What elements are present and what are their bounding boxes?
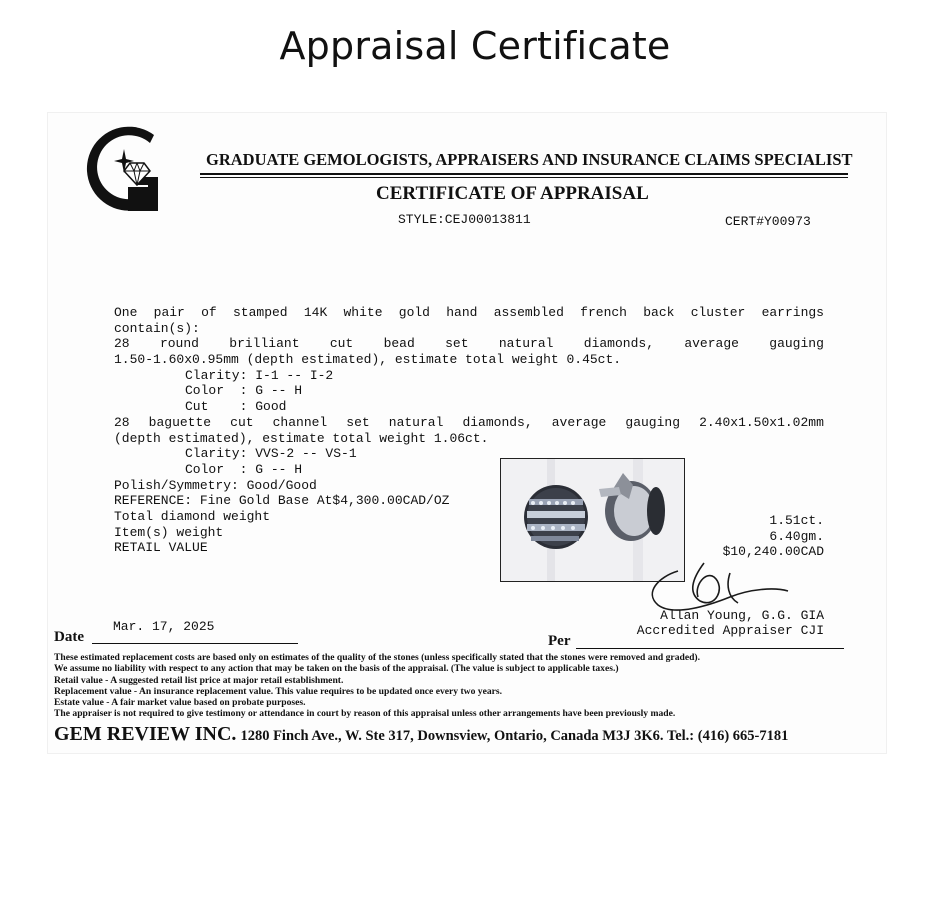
disclaimer-line: Estate value - A fair market value based on probate purposes. <box>54 697 306 709</box>
description-word: natural <box>498 336 554 352</box>
disclaimer-line: Retail value - A suggested retail list price at major retail establishment. <box>54 674 344 686</box>
polish-symmetry: Polish/Symmetry: Good/Good <box>114 477 317 493</box>
disclaimer-line: These estimated replacement costs are based only on estimates of the quality of the stones (unless specifically stated that the stones were removed and graded). <box>54 652 701 663</box>
disclaimer-line: The appraiser is not required to give testimony or attendance in court by reason of this appraisal unless other arrangements have been previously made. <box>54 708 676 720</box>
description-word: of <box>201 305 217 320</box>
description-word: channel <box>272 414 328 430</box>
appraiser-title: Accredited Appraiser CJI <box>636 623 824 638</box>
description-word: pair <box>153 305 185 320</box>
total-weight-label: Total diamond weight <box>114 508 271 524</box>
certificate-title: CERTIFICATE OF APPRAISAL <box>376 183 649 204</box>
disclaimer <box>54 652 874 720</box>
description-word: bead <box>383 336 415 352</box>
retail-value: $10,240.00CAD <box>722 544 824 559</box>
description-word: assembled <box>493 305 564 320</box>
description-line-4: 1.50-1.60x0.95mm (depth estimated), estimate total weight 0.45ct. <box>114 352 622 368</box>
description-word: 28 <box>114 336 130 352</box>
description-word: 14K <box>303 305 328 320</box>
description-word: diamonds, <box>583 336 654 352</box>
total-weight-value: 1.51ct. <box>769 513 824 528</box>
per-label: Per <box>548 633 571 649</box>
clarity-round: Clarity: I-1 -- I-2 <box>185 367 334 383</box>
description-word: set <box>445 336 469 352</box>
item-weight-value: 6.40gm. <box>769 529 824 544</box>
description-word: cluster <box>690 305 746 320</box>
reference: REFERENCE: Fine Gold Base At$4,300.00CAD/OZ <box>114 493 450 509</box>
description-word: round <box>159 336 199 352</box>
heading-rule <box>200 173 848 175</box>
date-line <box>92 643 298 644</box>
company-footer <box>54 723 788 746</box>
item-weight-label: Item(s) weight <box>114 524 224 540</box>
disclaimer-line: Replacement value - An insurance replacement value. This value requires to be updated once every two years. <box>54 685 503 697</box>
description-word: stamped <box>232 305 288 320</box>
description-word: baguette <box>148 414 212 430</box>
date-label: Date <box>54 629 84 645</box>
heading-rule-thin <box>200 177 848 178</box>
description-word: One <box>114 305 138 320</box>
description-word: cut <box>230 414 254 430</box>
description-line-3 <box>114 336 824 352</box>
description-line-2: contain(s): <box>114 320 200 336</box>
company-address: 1280 Finch Ave., W. Ste 317, Downsview, Ontario, Canada M3J 3K6. Tel.: (416) 665-7181 <box>240 728 789 744</box>
cut-round: Cut : Good <box>185 399 287 415</box>
description-word: natural <box>388 414 444 430</box>
color-baguette: Color : G -- H <box>185 461 303 477</box>
gem-logo-icon <box>84 123 176 219</box>
appraisal-certificate <box>48 113 886 753</box>
color-round: Color : G -- H <box>185 383 303 399</box>
company-heading: GRADUATE GEMOLOGISTS, APPRAISERS AND INSURANCE CLAIMS SPECIALIST <box>206 150 853 169</box>
description-line-6: (depth estimated), estimate total weight 1.06ct. <box>114 430 489 446</box>
per-line <box>576 648 844 649</box>
certificate-number: CERT#Y00973 <box>725 214 811 229</box>
style-number: STYLE:CEJ00013811 <box>398 212 531 227</box>
description-word: earrings <box>761 305 824 320</box>
description-word: cut <box>329 336 354 352</box>
disclaimer-line: We assume no liability with respect to any action that may be taken on the basis of the appraisal. (The value is subject to applicable taxes.) <box>54 663 619 675</box>
description-word: hand <box>446 305 478 320</box>
appraisal-date: Mar. 17, 2025 <box>113 619 215 634</box>
company-name: GEM REVIEW INC. <box>54 723 237 745</box>
description-word: 2.40x1.50x1.02mm <box>699 414 824 430</box>
description-word: back <box>643 305 675 320</box>
clarity-baguette: Clarity: VVS-2 -- VS-1 <box>185 446 357 462</box>
description-word: 28 <box>114 414 130 430</box>
description-word: set <box>346 414 370 430</box>
description-word: average <box>684 336 739 352</box>
description-word: brilliant <box>229 336 300 352</box>
description-word: gauging <box>625 414 680 430</box>
description-line-1 <box>114 305 824 321</box>
description-word: white <box>343 305 383 320</box>
retail-value-label: RETAIL VALUE <box>114 540 208 556</box>
description-word: gauging <box>769 336 824 352</box>
description-word: gold <box>398 305 430 320</box>
description-word: french <box>580 305 627 320</box>
page-title: Appraisal Certificate <box>279 24 671 68</box>
description-word: diamonds, <box>462 414 533 430</box>
description <box>114 305 824 556</box>
description-word: average <box>551 414 607 430</box>
description-line-5 <box>114 415 824 431</box>
appraiser-name: Allan Young, G.G. GIA <box>660 608 824 623</box>
